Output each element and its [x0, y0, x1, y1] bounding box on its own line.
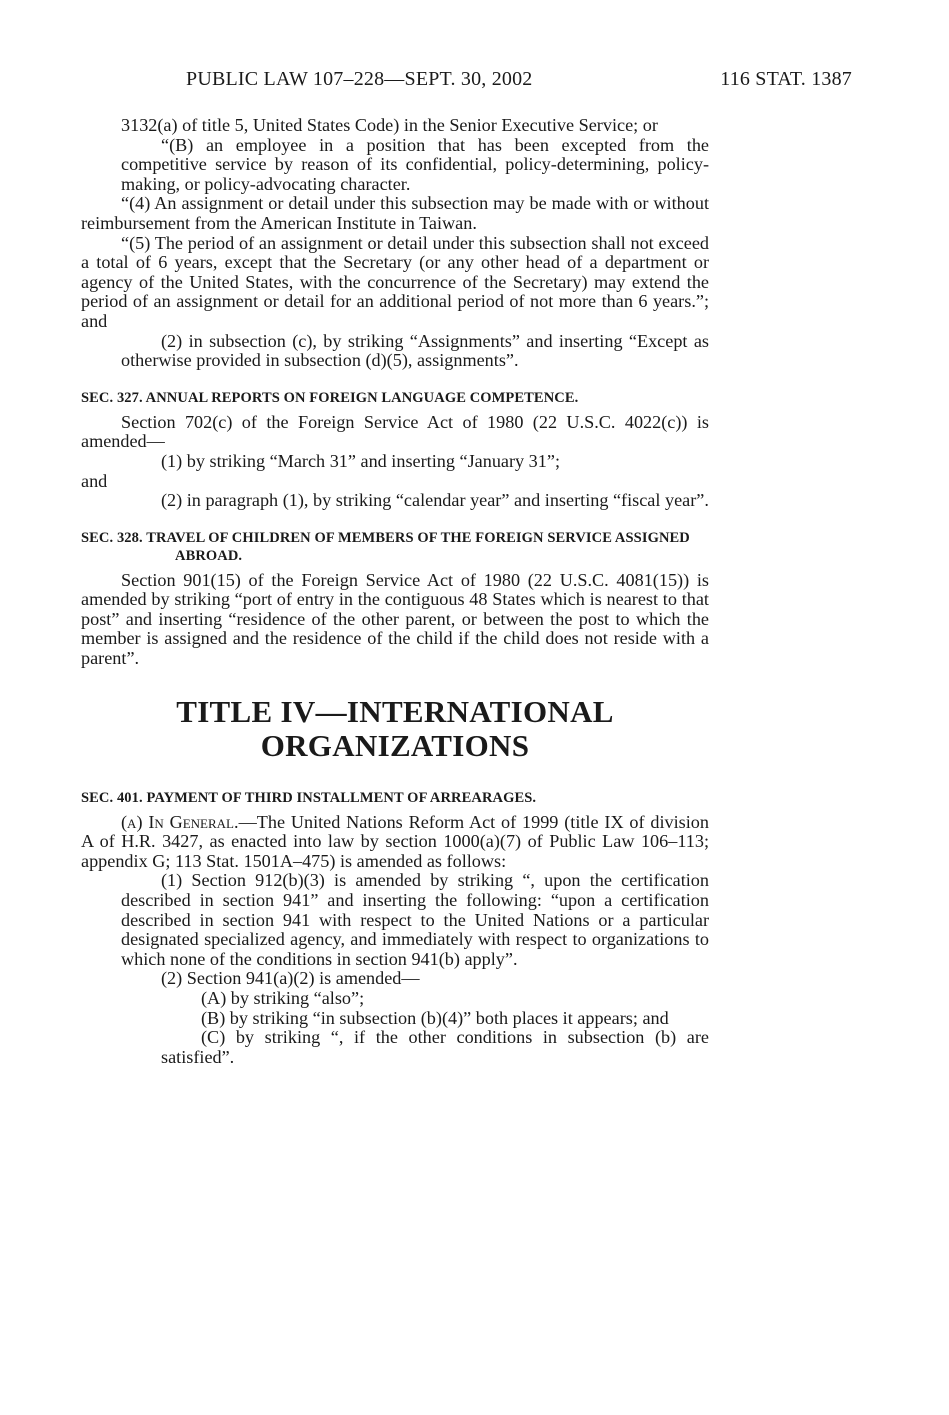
section-401-item-1: (1) Section 912(b)(3) is amended by striking “, upon the certification described in section 941” and inserting the following: “upon a certification described in section 941 with respect to the United Nations or a particular designated specialized agency, and immediately with respect to organizations to which none of the conditions in section 941(b) apply”.	[121, 870, 709, 969]
paragraph-2-subsection-c: (2) in subsection (c), by striking “Assignments” and inserting “Except as otherwise provided in subsection (d)(5), assignments”.	[121, 330, 709, 371]
section-401-item-2A: (A) by striking “also”;	[201, 988, 365, 1008]
section-401-item-2: (2) Section 941(a)(2) is amended—	[161, 968, 420, 989]
section-327-item-2: (2) in paragraph (1), by striking “calendar year” and inserting “fiscal year”.	[161, 490, 709, 511]
paragraph-b-excepted-service: “(B) an employee in a position that has been excepted from the competitive service by reason of its confidential, policy-determining, policy-making, or policy-advocating character.	[121, 134, 709, 194]
running-header	[186, 66, 852, 92]
section-327-intro: Section 702(c) of the Foreign Service Act of 1980 (22 U.S.C. 4022(c)) is amended—	[81, 411, 709, 452]
subsection-a-text: —The United Nations Reform Act of 1999 (title IX of division A of H.R. 3427, as enacted into law by section 1000(a)(7) of Public Law 106–113; appendix G; 113 Stat. 1501A–475) is amended as follows:	[81, 811, 709, 871]
section-328-body: Section 901(15) of the Foreign Service Act of 1980 (22 U.S.C. 4081(15)) is amended by striking “port of entry in the contiguous 48 States which is nearest to that post” and inserting “residence of the other parent, or between the post to which the member is assigned and the residence of the child if the child does not reside with a parent”.	[81, 569, 709, 669]
header-stat-page: 116 STAT. 1387	[720, 68, 852, 90]
section-327-item-1: (1) by striking “March 31” and inserting “January 31”;	[161, 450, 560, 471]
page-body	[81, 116, 709, 1067]
paragraph-continuation: 3132(a) of title 5, United States Code) in the Senior Executive Service; or	[121, 115, 658, 135]
paragraph-5-period: “(5) The period of an assignment or detail under this subsection shall not exceed a total of 6 years, except that the Secretary (or any other head of a department or agency of the United States, with the concurrence of the Secretary) may extend the period of an assignment or detail for an additional period of not more than 6 years.”; and	[81, 232, 709, 331]
section-327-heading: SEC. 327. ANNUAL REPORTS ON FOREIGN LANGUAGE COMPETENCE.	[81, 389, 579, 406]
title-iv-heading-line2: ORGANIZATIONS	[260, 727, 530, 763]
section-401-item-2C: (C) by striking “, if the other conditions in subsection (b) are satisfied”.	[161, 1027, 709, 1067]
section-401-heading: SEC. 401. PAYMENT OF THIRD INSTALLMENT OF ARREARAGES.	[81, 789, 537, 806]
paragraph-4-reimbursement: “(4) An assignment or detail under this subsection may be made with or without reimbursement from the American Institute in Taiwan.	[81, 193, 709, 233]
section-401-subsection-a	[81, 813, 709, 872]
header-public-law: PUBLIC LAW 107–228—SEPT. 30, 2002	[186, 68, 533, 90]
section-401-item-2B: (B) by striking “in subsection (b)(4)” both places it appears; and	[201, 1007, 669, 1028]
subsection-a-label: (a) In General.	[121, 811, 239, 832]
section-327-item-1-cont: and	[81, 470, 108, 491]
title-iv-heading-line1: TITLE IV—INTERNATIONAL	[176, 693, 614, 729]
section-328-heading: SEC. 328. TRAVEL OF CHILDREN OF MEMBERS OF THE FOREIGN SERVICE ASSIGNED ABROAD.	[81, 529, 690, 564]
